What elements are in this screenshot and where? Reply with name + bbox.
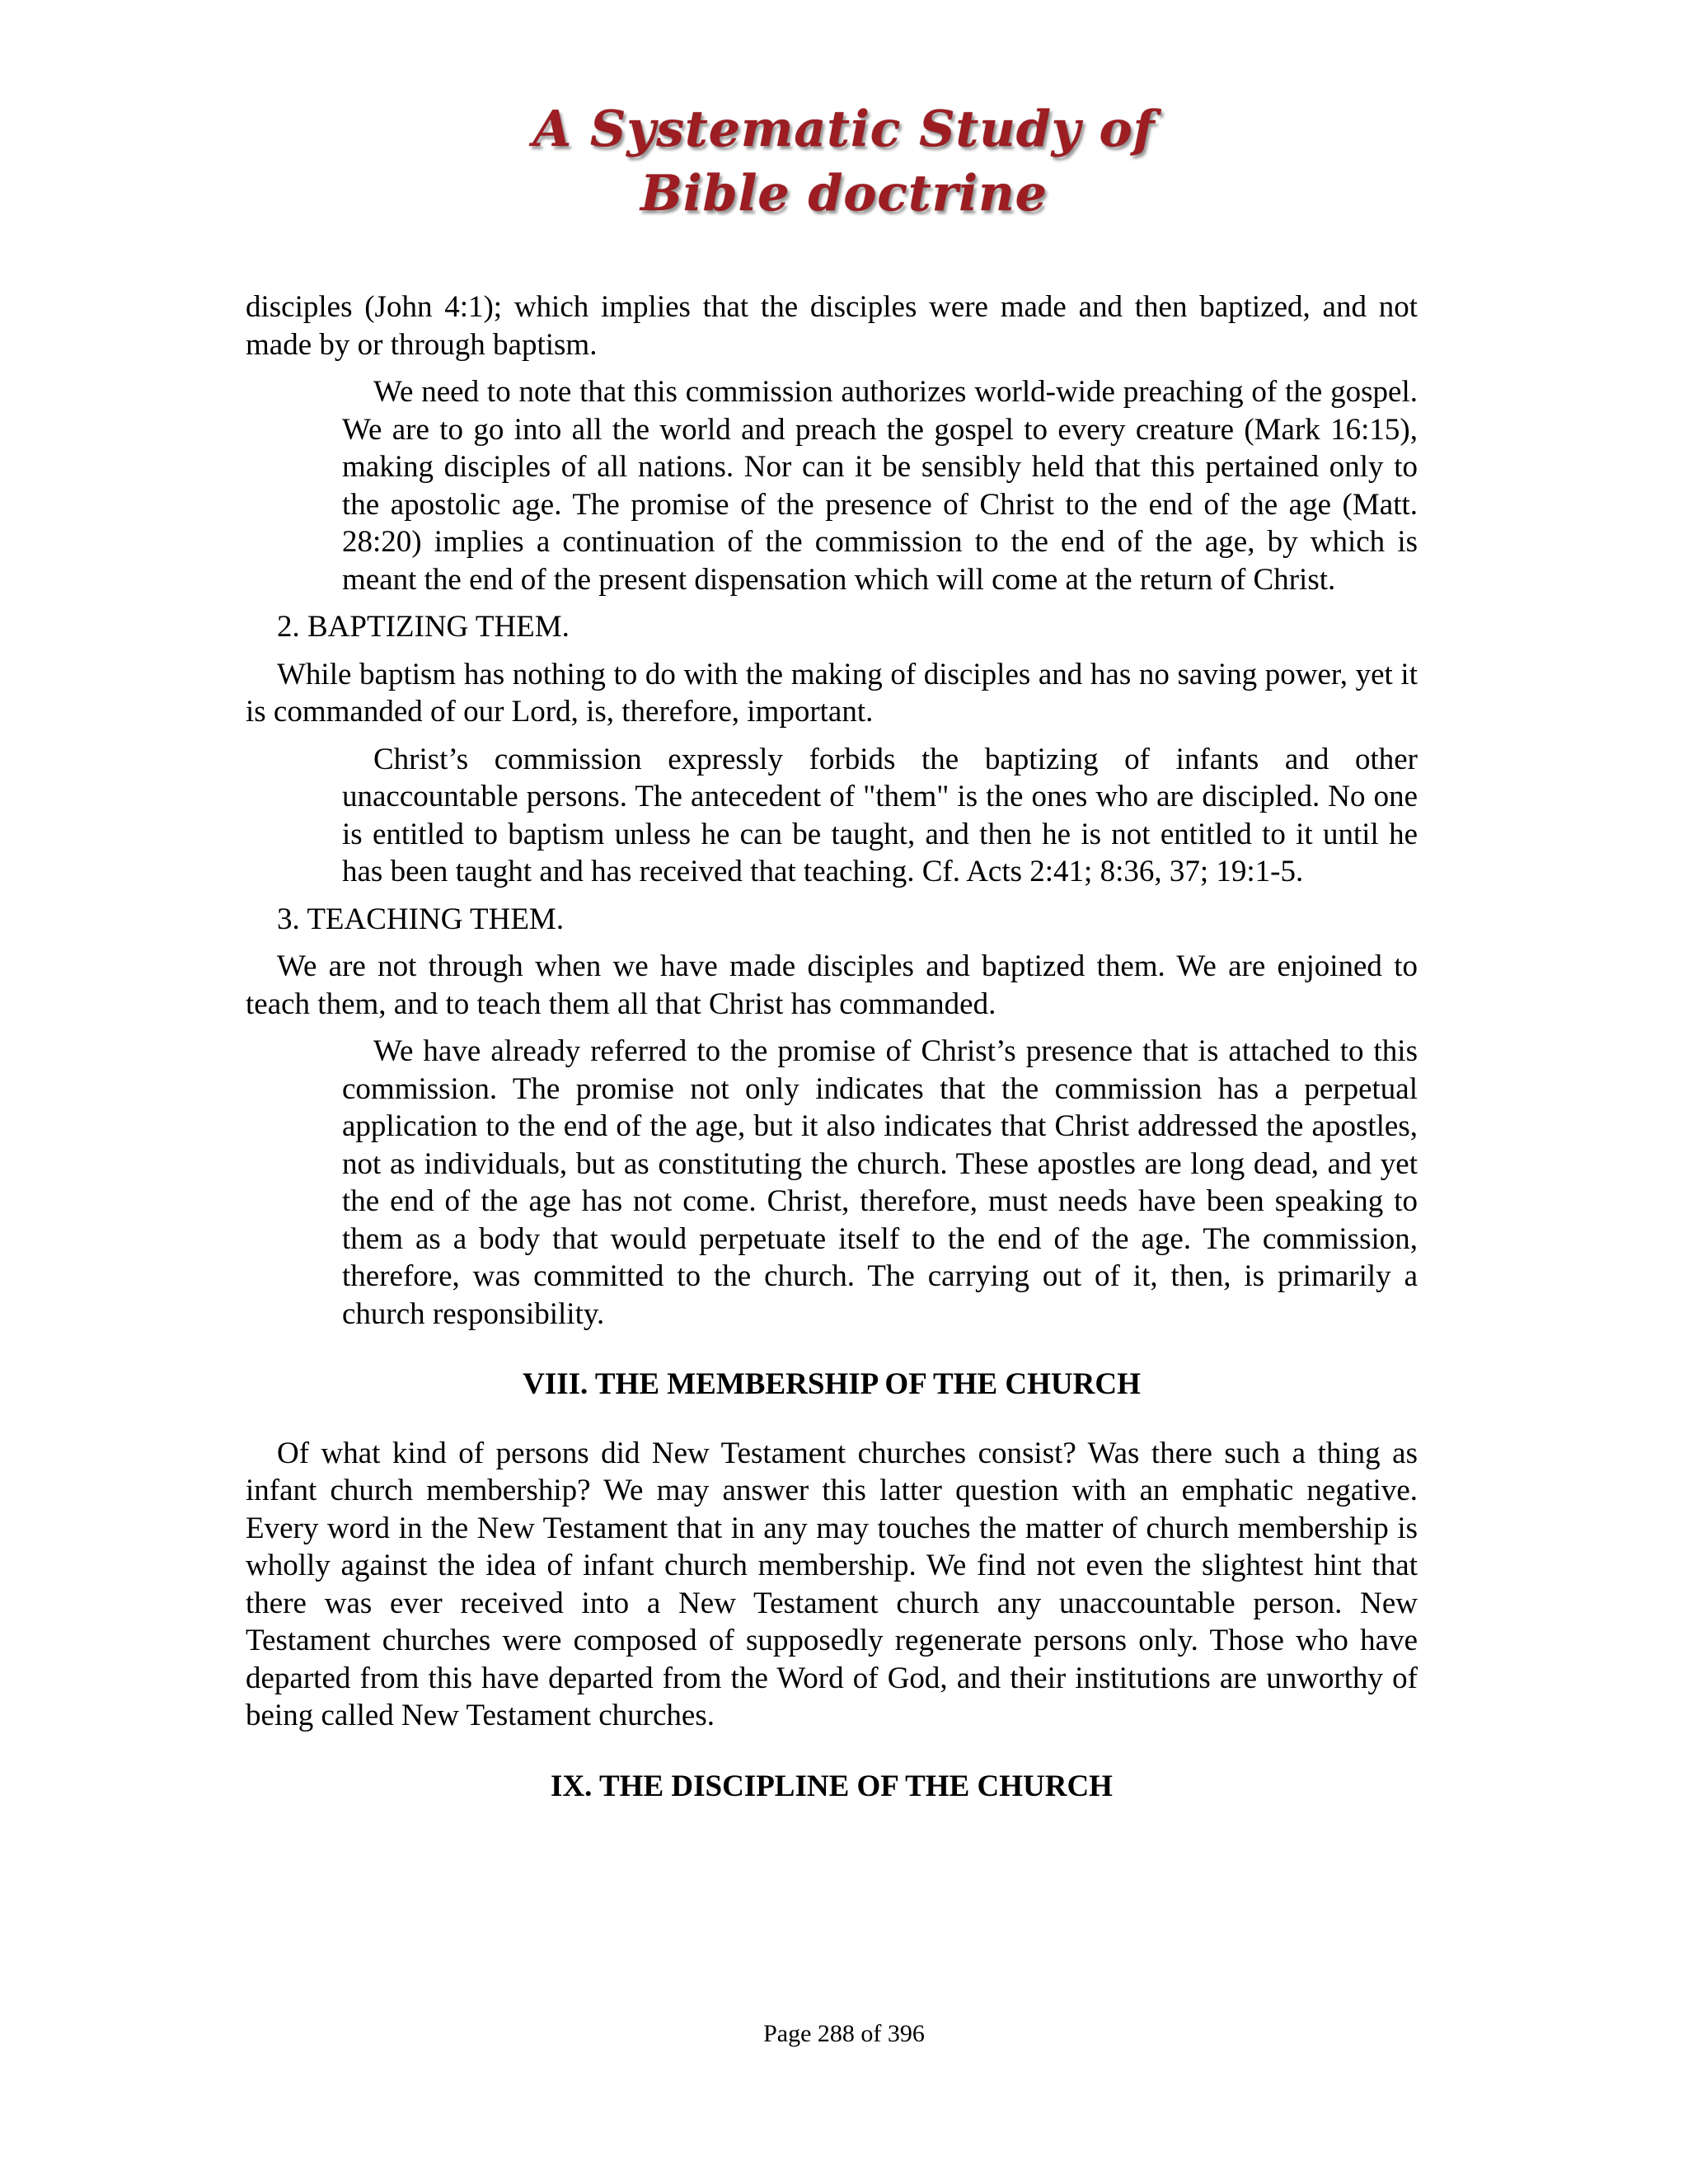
block-quote-christs-presence: We have already referred to the promise of Christ’s presence that is attached to this commission. The promise not only indicates that the commission has a perpetual application to the end of the age, but it also indicates that Christ addressed the apostles, not as individuals, but as constituting the church. These apostles are long dead, and yet the end of the age has not come. Christ, therefore, must needs have been speaking to them as a body that would perpetuate itself to the end of the age. The commission, therefore, was committed to the church. The carrying out of it, then, is primarily a church responsibility.	[342, 1034, 1418, 1331]
logo-line-2: Bible doctrine	[640, 165, 1048, 223]
paragraph-continued: disciples (John 4:1); which implies that the disciples were made and then baptized, and not made by or through baptism.	[246, 290, 1418, 362]
page-body	[246, 288, 1418, 1836]
paragraph-teaching: We are not through when we have made disciples and baptized them. We are enjoined to teach them, and to teach them all that Christ has commanded.	[246, 949, 1418, 1021]
section-heading-discipline: IX. THE DISCIPLINE OF THE CHURCH	[551, 1769, 1113, 1803]
book-title-logo	[0, 97, 1688, 226]
block-quote-infant-baptism: Christ’s commission expressly forbids the baptizing of infants and other unaccountable persons. The antecedent of "them" is the ones who are discipled. No one is entitled to baptism unless he can be taught, and then he is not entitled to it until he has been taught and has received that teaching. Cf. Acts 2:41; 8:36, 37; 19:1-5.	[342, 742, 1418, 888]
page-number: Page 288 of 396	[763, 2020, 925, 2047]
logo-line-1: A Systematic Study of	[532, 101, 1156, 158]
point-teaching-them: 3. TEACHING THEM.	[277, 902, 565, 936]
paragraph-membership: Of what kind of persons did New Testament churches consist? Was there such a thing as infant church membership? We may answer this latter question with an emphatic negative. Every word in the New Testament that in any may touches the matter of church membership is wholly against the idea of infant church membership. We find not even the slightest hint that there was ever received into a New Testament church any unaccountable person. New Testament churches were composed of supposedly regenerate persons only. Those who have departed from this have departed from the Word of God, and their institutions are unworthy of being called New Testament churches.	[246, 1436, 1418, 1732]
point-baptizing-them: 2. BAPTIZING THEM.	[277, 610, 570, 644]
block-quote-world-wide-preaching: We need to note that this commission authorizes world-wide preaching of the gospel. We are to go into all the world and preach the gospel to every creature (Mark 16:15), making disciples of all nations. Nor can it be sensibly held that this pertained only to the apostolic age. The promise of the presence of Christ to the end of the age (Matt. 28:20) implies a continuation of the commission to the end of the age, by which is meant the end of the present dispensation which will come at the return of Christ.	[342, 375, 1418, 597]
paragraph-baptism: While baptism has nothing to do with the making of disciples and has no saving power, yet it is commanded of our Lord, is, therefore, important.	[246, 657, 1418, 729]
section-heading-membership: VIII. THE MEMBERSHIP OF THE CHURCH	[523, 1367, 1141, 1401]
